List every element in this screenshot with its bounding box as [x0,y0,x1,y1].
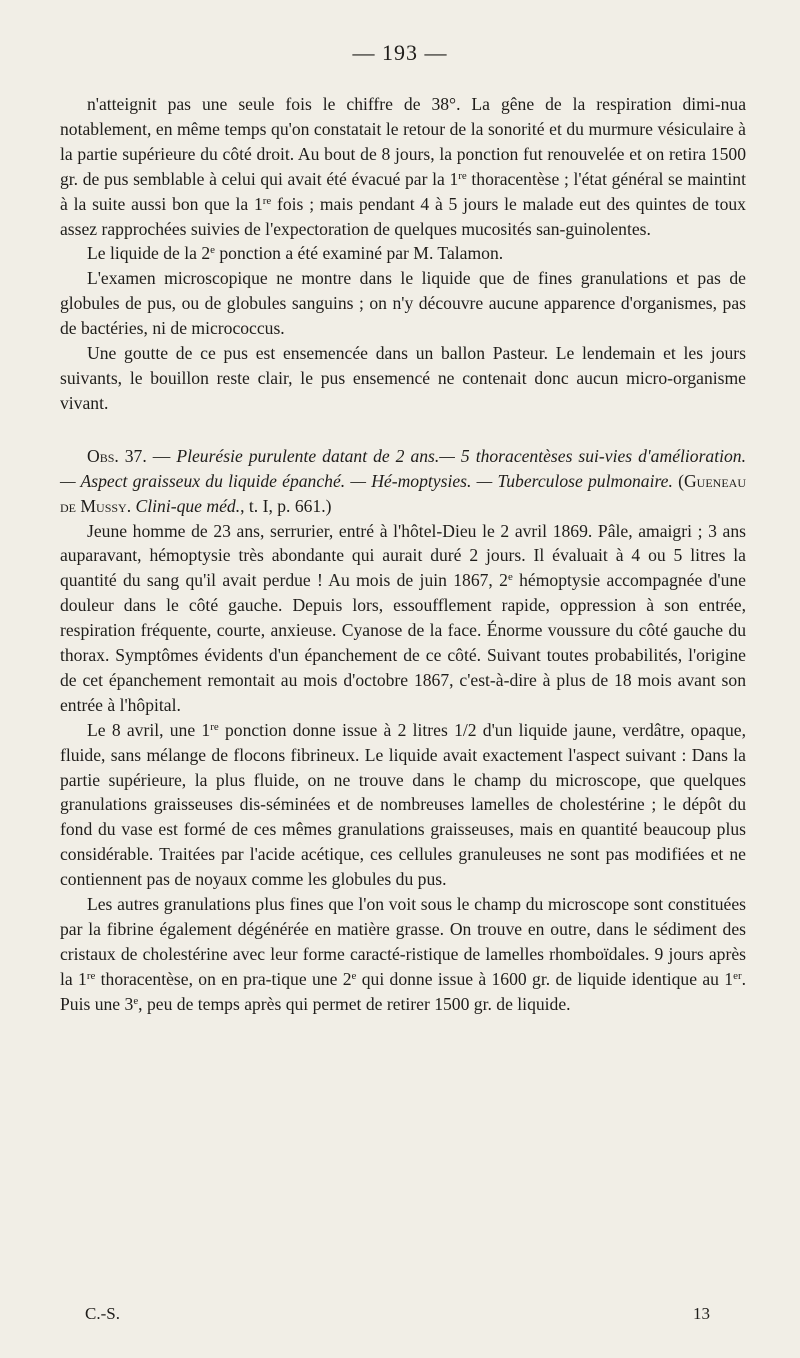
paragraph-liquide: Le liquide de la 2e ponction a été examiné par M. Talamon. [87,243,504,264]
paragraph-goutte: Une goutte de ce pus est ensemencée dans un ballon Pasteur. Le lendemain et les jours suivants, le bouillon reste clair, le pus ensemencé ne contenait donc aucun micro-organisme vivant. [60,343,746,413]
sheet-number: 13 [693,1304,710,1323]
paragraph-examen: L'examen microscopique ne montre dans le liquide que de fines granulations et pas de globules de pus, ou de globules sanguins ; on n'y découvre aucune apparence d'organismes, pas de bactéries, ni de micrococcus. [60,268,746,339]
page-footer [85,1304,710,1324]
paragraph-continuation: n'atteignit pas une seule fois le chiffre de 38°. La gêne de la respiration dimi-nua notablement, en même temps qu'on constatait le retour de la sonorité et du murmure vésiculaire à la partie supérieure du côté droit. Au bout de 8 jours, la ponction fut renouvelée et on retira 1500 gr. de pus semblable à celui qui avait été évacué par la 1re thoracentèse ; l'état général se maintint à la suite aussi bon que la 1re fois ; mais pendant 4 à 5 jours le malade eut des quintes de toux assez rapprochées suivies de l'expectoration de quelques mucosités san-guinolentes. [60,94,746,239]
observation-heading: Obs. 37. — Pleurésie purulente datant de 2 ans.— 5 thoracentèses sui-vies d'amélioration. — Aspect graisseux du liquide épanché. — Hé-moptysies. — Tuberculose pulmonaire. (Gueneau de Mussy. Clini-que méd., t. I, p. 661.) [60,445,746,516]
paragraph-jeune-homme: Jeune homme de 23 ans, serrurier, entré à l'hôtel-Dieu le 2 avril 1869. Pâle, amaigri ; 3 ans auparavant, hémoptysie très abondante qui aurait duré 2 jours. Il évaluait à 4 ou 5 litres la quantité du sang qu'il avait perdue ! Au mois de juin 1867, 2e hémoptysie accompagnée d'une douleur dans le côté gauche. Depuis lors, essoufflement rapide, oppression à son entrée, respiration fréquente, courte, anxieuse. Cyanose de la face. Énorme voussure du côté gauche du thorax. Symptômes évidents d'un épanchement de ce côté. Suivant toutes probabilités, l'origine de cet épanchement remontait au mois d'octobre 1867, c'est-à-dire à plus de 18 mois avant son entrée à l'hôpital. [60,520,746,715]
paragraph-autres-granulations: Les autres granulations plus fines que l'on voit sous le champ du microscope sont constituées par la fibrine également dégénérée en matière grasse. On trouve en outre, dans le sédiment des cristaux de cholestérine avec leur forme caracté-ristique de lamelles rhomboïdales. 9 jours après la 1re thoracentèse, on en pra-tique une 2e qui donne issue à 1600 gr. de liquide identique au 1er. Puis une 3e, peu de temps après qui permet de retirer 1500 gr. de liquide. [60,894,746,1014]
signature-mark: C.-S. [85,1304,120,1323]
page-number: — 193 — [352,40,448,65]
body-text [60,92,746,1017]
paragraph-8-avril: Le 8 avril, une 1re ponction donne issue à 2 litres 1/2 d'un liquide jaune, verdâtre, opaque, fluide, sans mélange de flocons fibrineux. Le liquide avait exactement l'aspect suivant : Dans la partie supérieure, la plus fluide, on ne trouve dans le champ du microscope, que quelques granulations graisseuses dis-séminées et de nombreuses lamelles de cholestérine ; le dépôt du fond du vase est formé de ces mêmes granulations graisseuses, mais en quantité beaucoup plus considérable. Traitées par l'acide acétique, ces cellules granuleuses ne sont pas modifiées et ne contiennent pas de noyaux comme les globules du pus. [60,719,746,890]
